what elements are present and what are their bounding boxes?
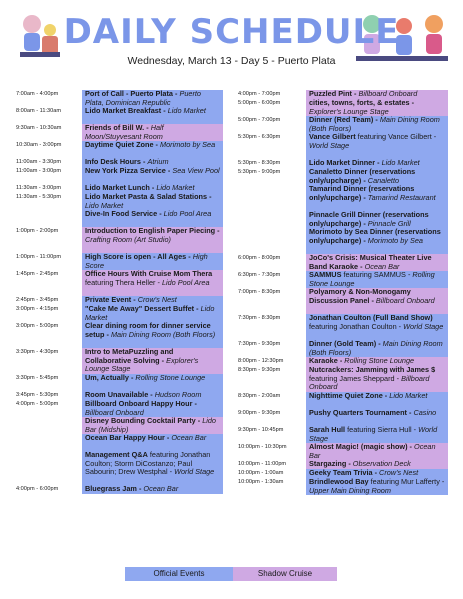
- event-location: Hudson Room: [154, 391, 202, 399]
- event-block: [306, 288, 448, 314]
- event-title: cities, towns, forts, & estates -: [309, 99, 415, 107]
- schedule-row: [16, 158, 223, 167]
- event-time: 5:00pm - 6:00pm: [238, 100, 281, 106]
- event-time: 4:00pm - 6:00pm: [16, 486, 59, 492]
- event-location: Lido Pool Area: [163, 210, 212, 218]
- page-title: DAILY SCHEDULE: [63, 12, 400, 52]
- event-block: [82, 107, 223, 124]
- event-featuring: featuring Jonathan Coulton -: [309, 321, 402, 331]
- event-block: [82, 90, 223, 107]
- event-time: 8:00pm - 12:30pm: [238, 358, 284, 364]
- event-title: High Score is open - All Ages -: [85, 253, 191, 261]
- event-location: Tamarind Restaurant: [367, 192, 436, 202]
- schedule-column-left: [16, 90, 223, 494]
- event-location: Crafting Room (Art Studio): [85, 234, 171, 244]
- event-location: Lido Market: [167, 107, 206, 115]
- schedule-row: [238, 168, 448, 185]
- event-block: [82, 270, 223, 296]
- schedule-row: [238, 254, 448, 271]
- schedule-row: [16, 227, 223, 253]
- event-time: 4:00pm - 5:00pm: [16, 401, 59, 407]
- event-block: [82, 305, 223, 322]
- event-title: Lido Market Dinner -: [309, 159, 380, 167]
- event-location: Upper Main Dining Room: [309, 485, 391, 495]
- event-featuring: featuring Jonathan Coulton; Storm DiCostanzo; Paul Sabourin; Drew Westphal -: [85, 451, 211, 476]
- event-title: Nutcrackers: Jamming with James $: [309, 366, 436, 374]
- event-location: Explorer's Lounge Stage: [85, 355, 199, 373]
- event-block: [82, 374, 223, 391]
- event-title: Intro to MetaPuzzling and Collaborative Solving -: [85, 348, 174, 365]
- event-time: 3:30pm - 4:30pm: [16, 349, 59, 355]
- legend-official-events: Official Events: [125, 567, 233, 581]
- event-block: [82, 253, 223, 270]
- event-location: Ocean Bar: [309, 443, 436, 460]
- event-featuring: featuring SAMMUS -: [341, 271, 411, 279]
- schedule-row: [238, 366, 448, 392]
- event-block: [306, 443, 448, 460]
- event-block: [306, 185, 448, 211]
- event-title: Lido Market Breakfast -: [85, 107, 166, 115]
- event-time: 3:45pm - 5:30pm: [16, 392, 59, 398]
- event-time: 7:30pm - 8:30pm: [238, 315, 281, 321]
- event-location: Billboard Onboard: [309, 373, 430, 391]
- event-block: [306, 478, 448, 495]
- event-block: [82, 400, 223, 417]
- event-featuring: featuring Mur Lafferty -: [368, 478, 445, 486]
- event-time: 11:30am - 5:30pm: [16, 194, 61, 200]
- event-time: 7:00pm - 8:30pm: [238, 289, 281, 295]
- schedule-row: [238, 288, 448, 314]
- event-location: Lido Pool Area: [161, 277, 210, 287]
- event-block: [306, 99, 448, 116]
- event-time: 10:00pm - 11:00pm: [238, 461, 287, 467]
- event-location: Observation Deck: [352, 460, 411, 468]
- event-location: World Stage: [309, 140, 350, 150]
- schedule-row: [238, 469, 448, 478]
- event-location: Morimoto by Sea: [160, 141, 216, 149]
- event-time: [16, 451, 82, 452]
- event-title: Sarah Hull: [309, 426, 346, 434]
- schedule-row: [238, 228, 448, 254]
- event-time: [16, 417, 82, 418]
- event-time: 9:00pm - 9:30pm: [238, 410, 281, 416]
- schedule-row: [16, 184, 223, 193]
- event-title: Port of Call - Puerto Plata -: [85, 90, 178, 98]
- event-title: Introduction to English Paper Piecing -: [85, 227, 220, 235]
- event-location: Main Dining Room (Both Floors): [309, 340, 443, 357]
- event-block: [306, 357, 448, 366]
- event-location: Pinnacle Grill: [367, 218, 411, 228]
- event-block: [306, 159, 448, 168]
- event-location: Lido Bar (Midship): [85, 417, 216, 434]
- event-title: Daytime Quiet Zone -: [85, 141, 158, 149]
- event-location: Rolling Stone Lounge: [344, 357, 415, 365]
- event-location: Casino: [413, 409, 437, 417]
- event-time: [16, 210, 82, 211]
- event-time: 1:00pm - 2:00pm: [16, 228, 59, 234]
- event-location: World Stage: [403, 321, 444, 331]
- event-location: Crow's Nest: [137, 296, 177, 304]
- event-title: Lido Market Pasta & Salad Stations -: [85, 193, 212, 201]
- event-time: 9:30pm - 10:45pm: [238, 427, 284, 433]
- event-title: Dinner (Red Team) -: [309, 116, 378, 124]
- schedule-row: [16, 451, 223, 485]
- schedule-row: [238, 159, 448, 168]
- event-block: [82, 184, 223, 193]
- schedule-row: [16, 141, 223, 158]
- event-title: New York Pizza Service -: [85, 167, 171, 175]
- event-title: Pinnacle Grill Dinner (reservations only/upcharge) -: [309, 211, 429, 228]
- event-location: Lido Market: [389, 392, 428, 400]
- event-time: 2:45pm - 3:45pm: [16, 297, 59, 303]
- event-time: 7:30pm - 9:30pm: [238, 341, 281, 347]
- event-location: Ocean Bar: [364, 261, 400, 271]
- event-location: High Score: [85, 253, 208, 270]
- event-title: Vance Gilbert: [309, 133, 356, 141]
- event-location: Main Dining Room (Both Floors): [110, 329, 216, 339]
- event-title: JoCo's Crisis: Musical Theater Live Band Karaoke -: [309, 254, 432, 271]
- event-time: 5:30pm - 9:00pm: [238, 169, 281, 175]
- event-block: [306, 228, 448, 254]
- event-time: 3:00pm - 4:15pm: [16, 306, 59, 312]
- event-block: [82, 451, 223, 485]
- schedule-row: [238, 90, 448, 99]
- event-time: 11:00am - 3:30pm: [16, 159, 61, 165]
- event-time: [238, 185, 306, 186]
- event-block: [82, 124, 223, 141]
- event-title: Management Q&A: [85, 451, 148, 459]
- event-time: [238, 228, 306, 229]
- event-location: Explorer's Lounge Stage: [309, 106, 389, 116]
- event-time: 11:00am - 3:00pm: [16, 168, 61, 174]
- schedule-column-right: [238, 90, 448, 495]
- event-block: [306, 271, 448, 288]
- event-time: 5:30pm - 6:30pm: [238, 134, 281, 140]
- event-block: [306, 460, 448, 469]
- event-location: World Stage: [309, 426, 438, 443]
- event-location: Lido Market: [85, 305, 215, 322]
- event-featuring: featuring Thera Heller -: [85, 277, 160, 287]
- schedule-row: [16, 193, 223, 210]
- event-title: Stargazing -: [309, 460, 351, 468]
- schedule-row: [238, 392, 448, 409]
- event-location: Morimoto by Sea: [367, 235, 423, 245]
- event-time: 5:00pm - 7:00pm: [238, 117, 281, 123]
- event-block: [82, 391, 223, 400]
- event-title: Geeky Team Trivia -: [309, 469, 378, 477]
- schedule-row: [16, 107, 223, 124]
- event-time: 4:00pm - 7:00pm: [238, 91, 281, 97]
- event-block: [82, 141, 223, 158]
- schedule-row: [238, 357, 448, 366]
- event-title: Polyamory & Non-Monogamy Discussion Panel -: [309, 288, 411, 305]
- event-time: 11:30am - 3:00pm: [16, 185, 61, 191]
- event-title: "Cake Me Away" Dessert Buffet -: [85, 305, 199, 313]
- event-title: Billboard Onboard Happy Hour -: [85, 400, 197, 408]
- event-time: 9:30am - 10:30am: [16, 125, 62, 131]
- event-featuring: featuring James Sheppard -: [309, 373, 400, 383]
- event-location: World Stage: [174, 467, 215, 476]
- event-featuring: featuring Sierra Hull -: [345, 426, 417, 434]
- event-block: [82, 296, 223, 305]
- schedule-row: [16, 296, 223, 305]
- event-block: [82, 485, 223, 494]
- schedule-row: [238, 211, 448, 228]
- event-location: Billboard Onboard: [85, 407, 144, 417]
- schedule-row: [238, 314, 448, 340]
- event-block: [306, 116, 448, 133]
- event-block: [306, 366, 448, 392]
- event-location: Puerto Plata, Dominican Republic: [85, 90, 201, 107]
- event-block: [306, 469, 448, 478]
- event-location: Lido Market: [85, 200, 124, 210]
- event-time: [16, 434, 82, 435]
- event-location: Ocean Bar: [171, 434, 207, 442]
- event-time: 6:30pm - 7:30pm: [238, 272, 281, 278]
- event-title: Dive-In Food Service -: [85, 210, 162, 218]
- event-block: [306, 340, 448, 357]
- legend-shadow-cruise: Shadow Cruise: [233, 567, 337, 581]
- schedule-row: [16, 348, 223, 374]
- event-location: Canaletto: [367, 175, 400, 185]
- event-title: Info Desk Hours -: [85, 158, 146, 166]
- event-time: 10:00pm - 10:30pm: [238, 444, 287, 450]
- event-block: [306, 133, 448, 159]
- event-time: 8:30pm - 9:30pm: [238, 367, 281, 373]
- event-time: 8:00am - 11:30am: [16, 108, 61, 114]
- event-title: Dinner (Gold Team) -: [309, 340, 381, 348]
- header: [0, 0, 463, 80]
- event-location: Rolling Stone Lounge: [135, 374, 206, 382]
- event-featuring: featuring Vance Gilbert -: [355, 133, 437, 141]
- event-time: 10:00pm - 1:00am: [238, 470, 284, 476]
- event-title: Pushy Quarters Tournament -: [309, 409, 412, 417]
- schedule-row: [16, 124, 223, 141]
- schedule-row: [238, 133, 448, 159]
- event-location: Lido Market: [381, 159, 420, 167]
- event-location: Sea View Pool: [172, 167, 220, 175]
- event-block: [306, 90, 448, 99]
- schedule-row: [238, 340, 448, 357]
- event-block: [82, 434, 223, 451]
- event-time: 7:00am - 4:00pm: [16, 91, 59, 97]
- event-title: Ocean Bar Happy Hour -: [85, 434, 170, 442]
- schedule-row: [238, 478, 448, 495]
- event-time: 1:45pm - 2:45pm: [16, 271, 59, 277]
- event-block: [82, 227, 223, 253]
- schedule-row: [238, 185, 448, 211]
- event-block: [306, 211, 448, 228]
- event-block: [82, 158, 223, 167]
- schedule-row: [16, 167, 223, 184]
- event-title: Jonathan Coulton (Full Band Show): [309, 314, 433, 322]
- schedule-row: [238, 443, 448, 460]
- schedule-row: [16, 322, 223, 348]
- event-title: Clear dining room for dinner service setup -: [85, 322, 211, 339]
- event-title: Private Event -: [85, 296, 136, 304]
- event-time: 8:30pm - 2:00am: [238, 393, 281, 399]
- schedule-row: [238, 460, 448, 469]
- event-title: Lido Market Lunch -: [85, 184, 155, 192]
- event-block: [306, 168, 448, 185]
- event-title: Disney Bounding Cocktail Party -: [85, 417, 201, 425]
- schedule-row: [16, 417, 223, 434]
- event-title: Friends of Bill W. -: [85, 124, 149, 132]
- event-time: 10:00pm - 1:30am: [238, 479, 284, 485]
- event-location: Billboard Onboard: [358, 90, 418, 98]
- event-title: Almost Magic! (magic show) -: [309, 443, 412, 451]
- event-block: [306, 426, 448, 443]
- event-title: Bluegrass Jam -: [85, 485, 142, 493]
- schedule-row: [238, 426, 448, 443]
- schedule-row: [16, 485, 223, 494]
- event-title: Um, Actually -: [85, 374, 134, 382]
- event-title: Room Unavailable -: [85, 391, 153, 399]
- event-time: 3:00pm - 5:00pm: [16, 323, 59, 329]
- schedule-row: [238, 99, 448, 116]
- event-title: Karaoke -: [309, 357, 343, 365]
- schedule-row: [16, 391, 223, 400]
- page-subtitle: Wednesday, March 13 - Day 5 - Puerto Plata: [127, 55, 336, 67]
- schedule-row: [238, 271, 448, 288]
- event-location: Lido Market: [156, 184, 195, 192]
- schedule-row: [16, 434, 223, 451]
- event-time: 10:30am - 3:00pm: [16, 142, 62, 148]
- event-title: SAMMUS: [309, 271, 342, 279]
- event-block: [82, 167, 223, 184]
- event-block: [82, 417, 223, 434]
- event-location: Rolling Stone Lounge: [309, 271, 435, 288]
- event-title: Morimoto by Sea Dinner (reservations only/upcharge) -: [309, 228, 441, 245]
- event-location: Half Moon/Stuyvesant Room: [85, 124, 164, 141]
- event-location: Crow's Nest: [379, 469, 419, 477]
- event-block: [306, 409, 448, 426]
- event-block: [306, 254, 448, 271]
- schedule-row: [16, 374, 223, 391]
- schedule-row: [238, 116, 448, 133]
- event-title: Tamarind Dinner (reservations only/upcharge) -: [309, 185, 415, 202]
- event-block: [82, 348, 223, 374]
- event-title: Canaletto Dinner (reservations only/upcharge) -: [309, 168, 416, 185]
- schedule-row: [16, 253, 223, 270]
- event-title: Nighttime Quiet Zone -: [309, 392, 388, 400]
- event-block: [306, 392, 448, 409]
- schedule-row: [16, 90, 223, 107]
- event-title: Puzzled Pint -: [309, 90, 357, 98]
- event-location: Main Dining Room (Both Floors): [309, 116, 440, 133]
- event-location: Billboard Onboard: [375, 295, 435, 305]
- event-time: [238, 211, 306, 212]
- schedule-row: [16, 210, 223, 227]
- event-title: Brindlewood Bay: [309, 478, 369, 486]
- event-location: Ocean Bar: [143, 485, 179, 493]
- event-time: 1:00pm - 11:00pm: [16, 254, 61, 260]
- schedule-row: [16, 400, 223, 417]
- event-block: [82, 210, 223, 227]
- schedule-row: [238, 409, 448, 426]
- event-block: [82, 322, 223, 348]
- event-title: Office Hours With Cruise Mom Thera: [85, 270, 213, 278]
- event-block: [82, 193, 223, 210]
- event-time: 3:30pm - 5:45pm: [16, 375, 59, 381]
- schedule-row: [16, 270, 223, 296]
- event-time: 5:30pm - 8:30pm: [238, 160, 281, 166]
- event-location: Atrium: [147, 158, 169, 166]
- event-time: 6:00pm - 8:00pm: [238, 255, 281, 261]
- schedule-row: [16, 305, 223, 322]
- event-block: [306, 314, 448, 340]
